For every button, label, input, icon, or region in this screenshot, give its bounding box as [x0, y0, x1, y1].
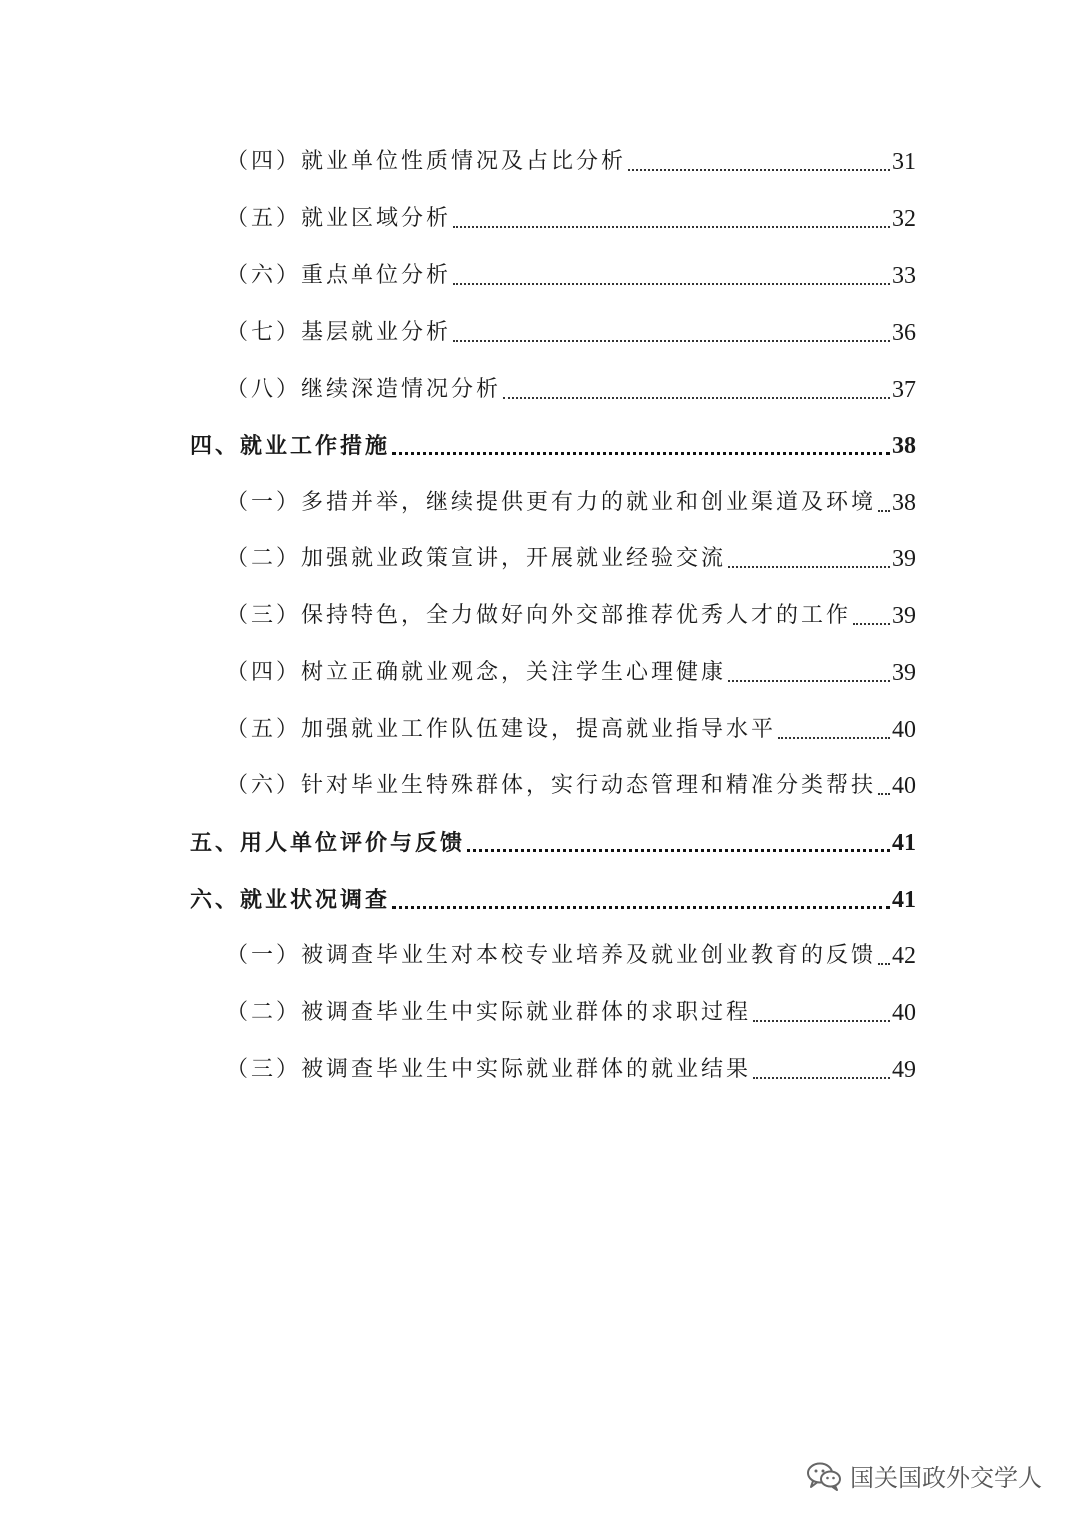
toc-dot-leader [853, 623, 890, 625]
toc-dot-leader [878, 963, 890, 965]
toc-entry[interactable] [226, 932, 916, 972]
toc-entry-title: （七）基层就业分析 [226, 320, 452, 345]
toc-entry-page: 41 [892, 830, 916, 856]
toc-entry-page: 31 [892, 149, 916, 175]
toc-dot-leader [392, 906, 890, 909]
toc-dot-leader [878, 510, 890, 512]
toc-dot-leader [753, 1020, 890, 1022]
toc-entry-title: （二）加强就业政策宣讲，开展就业经验交流 [226, 546, 727, 571]
toc-entry-page: 49 [892, 1057, 916, 1083]
toc-entry[interactable] [226, 252, 916, 292]
toc-entry-page: 40 [892, 1000, 916, 1026]
toc-section-heading[interactable] [190, 876, 916, 916]
toc-entry[interactable] [226, 649, 916, 689]
toc-entry[interactable] [226, 592, 916, 632]
toc-entry-title: （三）保持特色，全力做好向外交部推荐优秀人才的工作 [226, 603, 852, 628]
toc-entry[interactable] [226, 309, 916, 349]
toc-dot-leader [728, 680, 890, 682]
toc-dot-leader [728, 566, 890, 568]
toc-entry[interactable] [226, 366, 916, 406]
toc-entry-title: （三）被调查毕业生中实际就业群体的就业结果 [226, 1057, 752, 1082]
toc-dot-leader [467, 849, 890, 852]
toc-entry-page: 36 [892, 320, 916, 346]
toc-dot-leader [628, 169, 890, 171]
toc-entry[interactable] [226, 1046, 916, 1086]
toc-entry-title: （五）加强就业工作队伍建设，提高就业指导水平 [226, 717, 777, 742]
toc-entry-title: 六、就业状况调查 [190, 887, 391, 913]
toc-entry-page: 32 [892, 206, 916, 232]
toc-entry-title: （五）就业区域分析 [226, 206, 452, 231]
toc-dot-leader [453, 226, 890, 228]
toc-dot-leader [878, 793, 890, 795]
toc-entry-title: （一）多措并举，继续提供更有力的就业和创业渠道及环境 [226, 490, 877, 515]
toc-entry[interactable] [226, 535, 916, 575]
toc-entry-title: （六）重点单位分析 [226, 263, 452, 288]
toc-entry-page: 41 [892, 887, 916, 913]
toc-dot-leader [453, 340, 890, 342]
toc-dot-leader [753, 1077, 890, 1079]
toc-dot-leader [392, 452, 890, 455]
toc-entry[interactable] [226, 706, 916, 746]
toc-entry[interactable] [226, 762, 916, 802]
toc-entry-page: 38 [892, 490, 916, 516]
toc-entry-page: 39 [892, 546, 916, 572]
toc-entry-title: （四）就业单位性质情况及占比分析 [226, 149, 627, 174]
toc-entry-title: （四）树立正确就业观念，关注学生心理健康 [226, 660, 727, 685]
toc-entry-page: 40 [892, 717, 916, 743]
toc-dot-leader [453, 283, 890, 285]
toc-entry[interactable] [226, 138, 916, 178]
toc-entry-title: （一）被调查毕业生对本校专业培养及就业创业教育的反馈 [226, 943, 877, 968]
toc-entry-title: （六）针对毕业生特殊群体，实行动态管理和精准分类帮扶 [226, 773, 877, 798]
toc-entry[interactable] [226, 989, 916, 1029]
toc-entry-page: 39 [892, 660, 916, 686]
toc-entry[interactable] [226, 195, 916, 235]
toc-entry-title: 四、就业工作措施 [190, 433, 391, 459]
toc-entry-page: 33 [892, 263, 916, 289]
watermark-text: 国关国政外交学人 [850, 1464, 1042, 1492]
wechat-icon [806, 1461, 842, 1491]
toc-entry[interactable] [226, 479, 916, 519]
toc-entry-page: 40 [892, 773, 916, 799]
toc-section-heading[interactable] [190, 819, 916, 859]
toc-entry-title: （二）被调查毕业生中实际就业群体的求职过程 [226, 1000, 752, 1025]
toc-dot-leader [778, 737, 890, 739]
toc-section-heading[interactable] [190, 422, 916, 462]
wechat-watermark [806, 1458, 1042, 1493]
toc-entry-title: （八）继续深造情况分析 [226, 377, 502, 402]
toc-entry-page: 38 [892, 433, 916, 459]
toc-entry-page: 39 [892, 603, 916, 629]
toc-entry-title: 五、用人单位评价与反馈 [190, 830, 466, 856]
toc-entry-page: 42 [892, 943, 916, 969]
toc-entry-page: 37 [892, 377, 916, 403]
toc-dot-leader [503, 397, 890, 399]
